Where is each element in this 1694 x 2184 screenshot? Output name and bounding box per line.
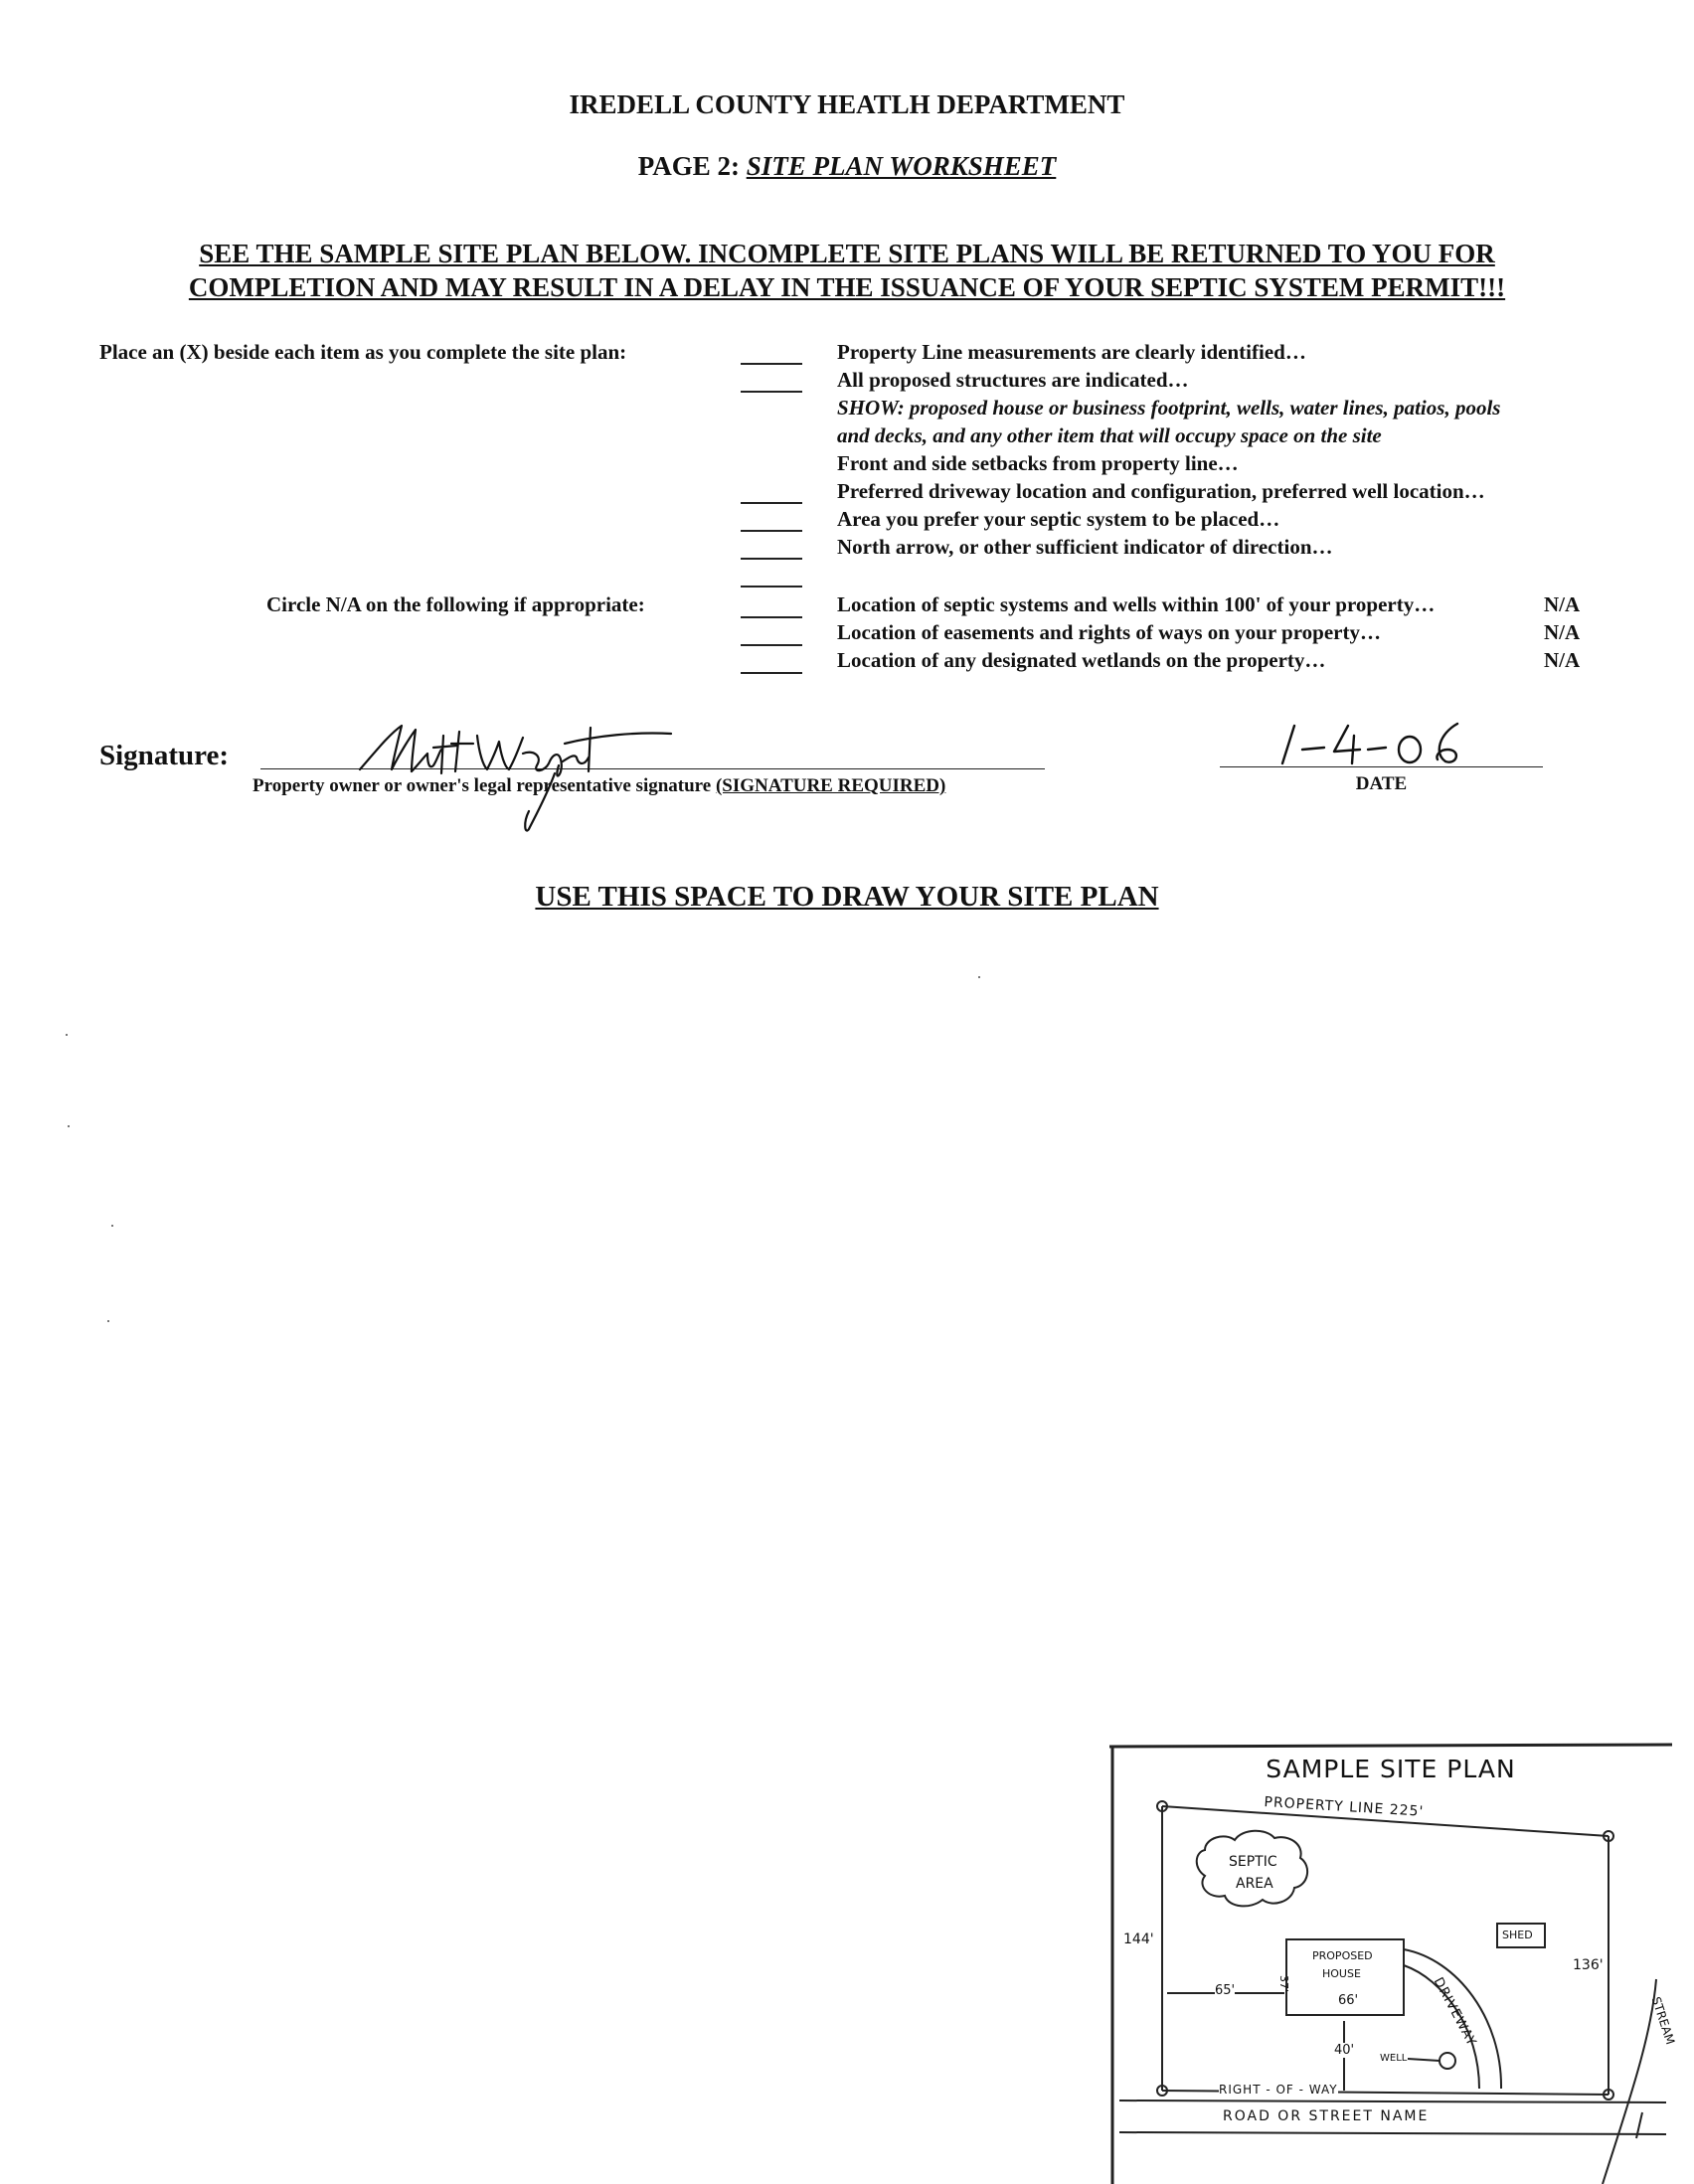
property-line-label: PROPERTY LINE 225' xyxy=(1264,1794,1425,1820)
house-label-line-2: HOUSE xyxy=(1322,1967,1361,1980)
checkbox-blank[interactable] xyxy=(741,644,802,646)
scan-speck xyxy=(68,1125,70,1127)
checkbox-blank[interactable] xyxy=(741,616,802,618)
septic-area-label-line-1: SEPTIC xyxy=(1229,1854,1277,1870)
septic-area-label-line-2: AREA xyxy=(1236,1876,1273,1892)
checkbox-blank[interactable] xyxy=(741,391,802,393)
checkbox-blank[interactable] xyxy=(741,586,802,588)
left-dimension-label: 144' xyxy=(1123,1932,1154,1947)
na-item: Location of septic systems and wells within 100' of your property… xyxy=(837,592,1436,616)
right-dimension-label: 136' xyxy=(1573,1957,1604,1973)
sample-site-plan xyxy=(1109,1741,1678,2184)
shed-label: SHED xyxy=(1502,1929,1533,1941)
scan-speck xyxy=(66,1034,68,1036)
checkbox-blank[interactable] xyxy=(741,363,802,365)
warning-line-2: COMPLETION AND MAY RESULT IN A DELAY IN THE ISSUANCE OF YOUR SEPTIC SYSTEM PERMIT!!! xyxy=(188,272,1506,302)
stream-label: STREAM xyxy=(1648,1995,1678,2047)
warning-line-1: SEE THE SAMPLE SITE PLAN BELOW. INCOMPLETE SITE PLANS WILL BE RETURNED TO YOU FOR xyxy=(199,239,1495,268)
worksheet-title: SITE PLAN WORKSHEET xyxy=(746,151,1057,181)
road-name-label: ROAD OR STREET NAME xyxy=(1223,2108,1430,2124)
scan-speck xyxy=(111,1225,113,1227)
checkbox-blank[interactable] xyxy=(741,530,802,532)
checklist-instruction: Place an (X) beside each item as you complete the site plan: xyxy=(99,340,627,364)
na-item: Location of any designated wetlands on the property… xyxy=(837,648,1326,672)
date-label: DATE xyxy=(1355,773,1408,794)
house-depth-label: 37' xyxy=(1277,1975,1290,1993)
checklist-item: North arrow, or other sufficient indicator of direction… xyxy=(837,535,1333,559)
department-title: IREDELL COUNTY HEATLH DEPARTMENT xyxy=(569,89,1125,119)
checklist-item: Area you prefer your septic system to be placed… xyxy=(837,507,1280,531)
na-option[interactable]: N/A xyxy=(1544,620,1581,644)
driveway-label: DRIVEWAY xyxy=(1430,1975,1479,2050)
checkbox-blank[interactable] xyxy=(741,502,802,504)
draw-space-heading: USE THIS SPACE TO DRAW YOUR SITE PLAN xyxy=(535,881,1159,913)
scan-speck xyxy=(107,1320,109,1322)
checklist-item: Preferred driveway location and configuration, preferred well location… xyxy=(837,479,1485,503)
well-label: WELL xyxy=(1380,2053,1408,2064)
page-title xyxy=(0,151,1694,182)
checkbox-blank[interactable] xyxy=(741,558,802,560)
na-item: Location of easements and rights of ways on your property… xyxy=(837,620,1381,644)
house-label-line-1: PROPOSED xyxy=(1312,1949,1373,1962)
checklist-item: and decks, and any other item that will occupy space on the site xyxy=(837,423,1382,447)
checklist-item: Property Line measurements are clearly identified… xyxy=(837,340,1306,364)
na-instruction: Circle N/A on the following if appropriate: xyxy=(266,592,645,616)
right-of-way-label: RIGHT - OF - WAY xyxy=(1219,2083,1338,2097)
scan-speck xyxy=(978,976,980,978)
signature-label: Signature: xyxy=(99,740,229,771)
signature-caption xyxy=(253,775,945,797)
checkbox-blank[interactable] xyxy=(741,672,802,674)
signature-caption-text: Property owner or owner's legal representative signature xyxy=(253,775,716,796)
page-number: PAGE 2: xyxy=(637,151,740,181)
sample-plan-title: SAMPLE SITE PLAN xyxy=(1266,1755,1516,1783)
na-option[interactable]: N/A xyxy=(1544,648,1581,672)
checklist-item: All proposed structures are indicated… xyxy=(837,368,1189,392)
handwritten-date xyxy=(1269,716,1467,769)
na-option[interactable]: N/A xyxy=(1544,592,1581,616)
checklist-item: SHOW: proposed house or business footprint, wells, water lines, patios, pools xyxy=(837,396,1501,420)
front-setback-label: 40' xyxy=(1334,2043,1355,2058)
house-width-label: 66' xyxy=(1338,1993,1359,2008)
side-setback-label: 65' xyxy=(1215,1983,1236,1998)
checklist-item: Front and side setbacks from property line… xyxy=(837,451,1239,475)
signature-required: (SIGNATURE REQUIRED) xyxy=(715,775,946,796)
